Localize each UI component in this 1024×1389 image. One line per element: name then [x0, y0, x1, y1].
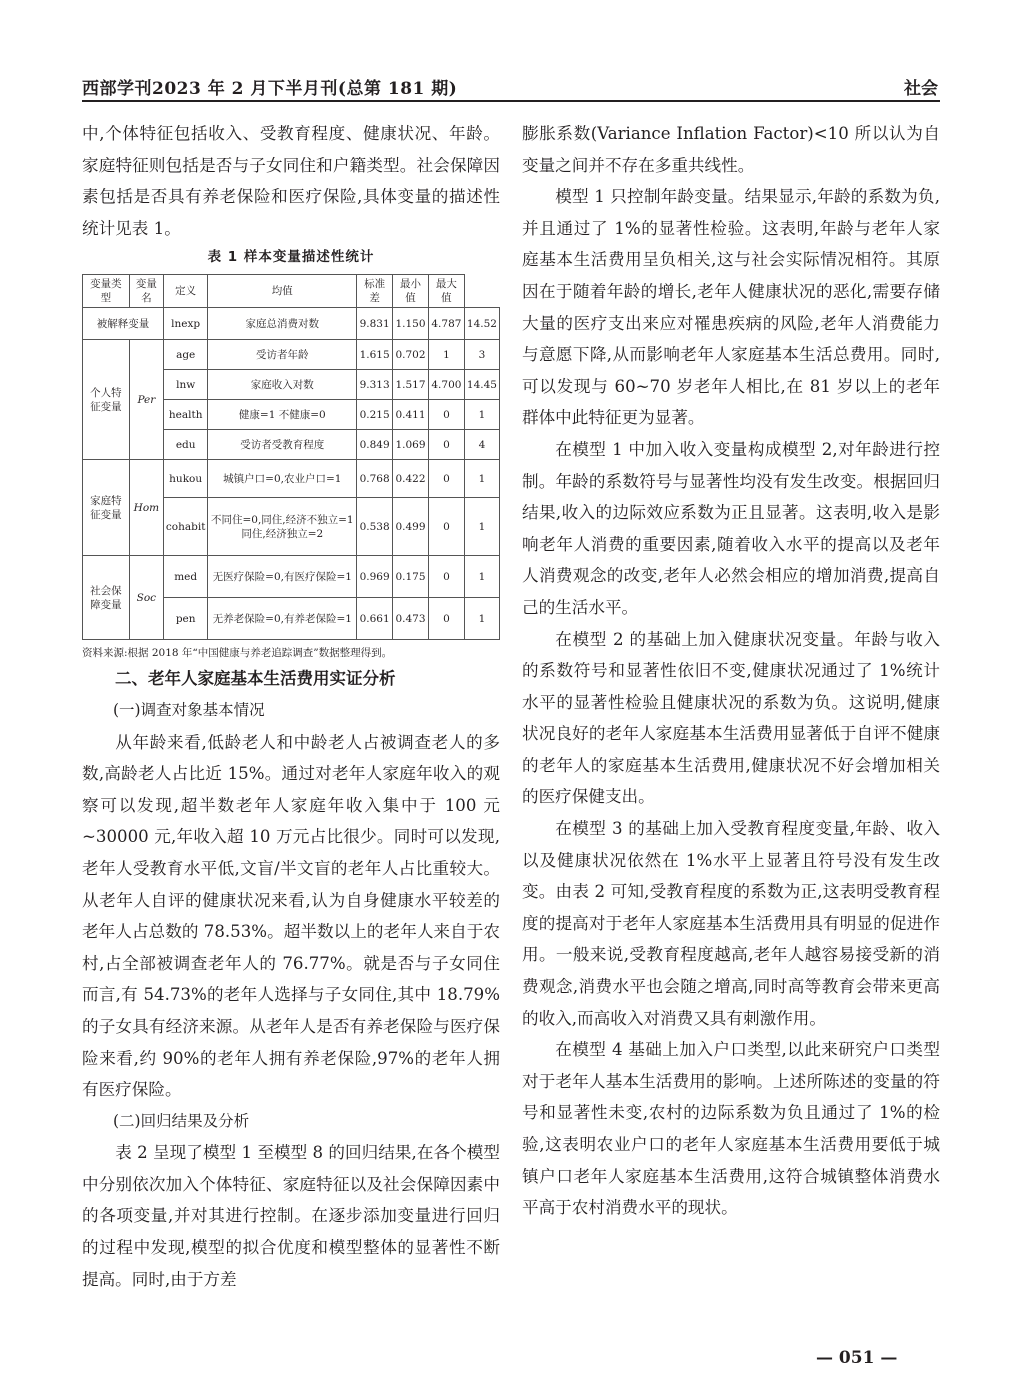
cell: 受访者受教育程度 [208, 430, 357, 460]
page-number: — 051 — [816, 1348, 898, 1368]
cell: 0 [428, 498, 464, 556]
cell: 0 [428, 598, 464, 640]
table-row [83, 308, 500, 340]
header-rule [82, 100, 940, 102]
cell: 0.499 [393, 498, 429, 556]
cell: 0.702 [393, 340, 429, 370]
cell: 0.215 [357, 400, 393, 430]
cell: 0 [428, 460, 464, 498]
cell: 4 [464, 430, 499, 460]
stats-table [82, 274, 500, 640]
model1-paragraph: 模型 1 只控制年龄变量。结果显示,年龄的系数为负,并且通过了 1%的显著性检验。这表明,年龄与老年人家庭基本生活费用呈负相关,这与社会实际情况相符。其原因在于随着年龄的增长,老年人健康状况的恶化,需要存储大量的医疗支出来应对罹患疾病的风险,老年人消费能力与意愿下降,从而影响老年人家庭基本生活总费用。同时,可以发现与 60~70 岁老年人相比,在 81 岁以上的老年群体中此特征更为显著。 [522, 187, 940, 428]
table-source-note: 资料来源:根据 2018 年“中国健康与养老追踪调查”数据整理得到。 [82, 647, 393, 660]
cell: health [163, 400, 208, 430]
cell: 0.661 [357, 598, 393, 640]
cell: 0.538 [357, 498, 393, 556]
cell: 1 [464, 556, 499, 598]
table-row [83, 340, 500, 370]
cell: 1 [464, 460, 499, 498]
cell: 0 [428, 556, 464, 598]
th: 标准差 [357, 275, 393, 308]
running-header [82, 72, 940, 102]
cell: lnexp [163, 308, 208, 340]
table-row [83, 556, 500, 598]
cell: 3 [464, 340, 499, 370]
cell: 0.849 [357, 430, 393, 460]
section-heading: 二、老年人家庭基本生活费用实证分析 [115, 669, 396, 689]
cell: 不同住=0,同住,经济不独立=1 同住,经济独立=2 [208, 498, 357, 556]
model2-paragraph: 在模型 1 中加入收入变量构成模型 2,对年龄进行控制。年龄的系数符号与显著性均没有发生改变。根据回归结果,收入的边际效应系数为正且显著。这表明,收入是影响老年人消费的重要因素,随着收入水平的提高以及老年人消费观念的改变,老年人必然会相应的增加消费,提高自己的生活水平。 [522, 439, 940, 617]
cell: 家庭特征变量 [83, 460, 130, 556]
cell: Soc [129, 556, 163, 640]
th: 变量名 [129, 275, 163, 308]
cell: hukou [163, 460, 208, 498]
cell: 1 [464, 598, 499, 640]
cell: cohabit [163, 498, 208, 556]
cell: 9.313 [357, 370, 393, 400]
cell: 9.831 [357, 308, 393, 340]
table-caption: 表 1 样本变量描述性统计 [207, 249, 375, 266]
cell: Per [129, 340, 163, 460]
table-header-row [83, 275, 500, 308]
cell: 社会保障变量 [83, 556, 130, 640]
cell: 1 [464, 400, 499, 430]
cell: 4.787 [428, 308, 464, 340]
cell: 家庭收入对数 [208, 370, 357, 400]
cell: 0 [428, 430, 464, 460]
model5-paragraph: 在模型 4 基础上加入户口类型,以此来研究户口类型对于老年人基本生活费用的影响。上述所陈述的变量的符号和显著性未变,农村的边际系数为负且通过了 1%的检验,这表明农业户口的老年人家庭基本生活费用要低于城镇户口老年人家庭基本生活费用,这符合城镇整体消费水平高于农村消费水平的现状。 [522, 1040, 940, 1218]
cell: lnw [163, 370, 208, 400]
th: 定义 [163, 275, 208, 308]
subsection-heading-1: (一)调查对象基本情况 [113, 700, 265, 719]
cell: 个人特征变量 [83, 340, 130, 460]
cell: 1.069 [393, 430, 429, 460]
right-column [522, 118, 940, 1224]
cell: 受访者年龄 [208, 340, 357, 370]
model4-paragraph: 在模型 3 的基础上加入受教育程度变量,年龄、收入以及健康状况依然在 1%水平上显著且符号没有发生改变。由表 2 可知,受教育程度的系数为正,这表明受教育程度的提高对于老年人家庭基本生活费用具有明显的促进作用。一般来说,受教育程度越高,老年人越容易接受新的消费观念,消费水平也会随之增高,同时高等教育会带来更高的收入,而高收入对消费又具有刺激作用。 [522, 819, 940, 1028]
cell: 家庭总消费对数 [208, 308, 357, 340]
cell: age [163, 340, 208, 370]
left-column [82, 118, 500, 1295]
cell: 城镇户口=0,农业户口=1 [208, 460, 357, 498]
cell: 1 [464, 498, 499, 556]
cell: 无养老保险=0,有养老保险=1 [208, 598, 357, 640]
cell: 14.45 [464, 370, 499, 400]
cell: 14.52 [464, 308, 499, 340]
cell: 无医疗保险=0,有医疗保险=1 [208, 556, 357, 598]
th: 变量类型 [83, 275, 130, 308]
cell: 1 [428, 340, 464, 370]
basic-info-paragraph: 从年龄来看,低龄老人和中龄老人占被调查老人的多数,高龄老人占比近 15%。通过对老年人家庭年收入的观察可以发现,超半数老年人家庭年收入集中于 100 元~30000 元,年收入超 10 万元占比很少。同时可以发现,老年人受教育水平低,文盲/半文盲的老年人占比重较大。从老年人自评的健康状况来看,认为自身健康水平较差的老年人占总数的 78.53%。超半数以上的老年人来自于农村,占全部被调查老年人的 76.77%。就是否与子女同住而言,有 54.73%的老年人选择与子女同住,其中 18.79%的子女具有经济来源。从老年人是否有养老保险与医疗保险来看,约 90%的老年人拥有养老保险,97%的老年人拥有医疗保险。 [82, 732, 500, 1100]
intro-paragraph: 中,个体特征包括收入、受教育程度、健康状况、年龄。家庭特征则包括是否与子女同住和户籍类型。社会保障因素包括是否具有养老保险和医疗保险,具体变量的描述性统计见表 1。 [82, 124, 500, 238]
subsection-heading-2: (二)回归结果及分析 [113, 1111, 250, 1130]
cell: 1.517 [393, 370, 429, 400]
cell: 0.969 [357, 556, 393, 598]
cell: 健康=1 不健康=0 [208, 400, 357, 430]
regression-paragraph: 表 2 呈现了模型 1 至模型 8 的回归结果,在各个模型中分别依次加入个体特征、家庭特征以及社会保障因素中的各项变量,并对其进行控制。在逐步添加变量进行回归的过程中发现,模型的拟合优度和模型整体的显著性不断提高。同时,由于方差 [82, 1143, 500, 1289]
cell: med [163, 556, 208, 598]
header-section: 社会 [904, 79, 938, 99]
cell: 0.768 [357, 460, 393, 498]
header-journal: 西部学刊2023 年 2 月下半月刊(总第 181 期) [82, 79, 458, 99]
cell: 被解释变量 [83, 308, 164, 340]
th: 最大值 [428, 275, 464, 308]
cell: 1.150 [393, 308, 429, 340]
cell: Hom [129, 460, 163, 556]
cell: edu [163, 430, 208, 460]
cell: 4.700 [428, 370, 464, 400]
cell: 1.615 [357, 340, 393, 370]
cell: 0 [428, 400, 464, 430]
model3-paragraph: 在模型 2 的基础上加入健康状况变量。年龄与收入的系数符号和显著性依旧不变,健康状况通过了 1%统计水平的显著性检验且健康状况的系数为负。这说明,健康状况良好的老年人家庭基本生活费用显著低于自评不健康的老年人的家庭基本生活费用,健康状况不好会增加相关的医疗保健支出。 [522, 629, 940, 807]
th: 均值 [208, 275, 357, 308]
cell: 0.175 [393, 556, 429, 598]
cell: 0.411 [393, 400, 429, 430]
vif-paragraph: 膨胀系数(Variance Inflation Factor)<10 所以认为自变量之间并不存在多重共线性。 [522, 124, 940, 175]
table-row [83, 460, 500, 498]
cell: 0.473 [393, 598, 429, 640]
cell: pen [163, 598, 208, 640]
th: 最小值 [393, 275, 429, 308]
cell: 0.422 [393, 460, 429, 498]
